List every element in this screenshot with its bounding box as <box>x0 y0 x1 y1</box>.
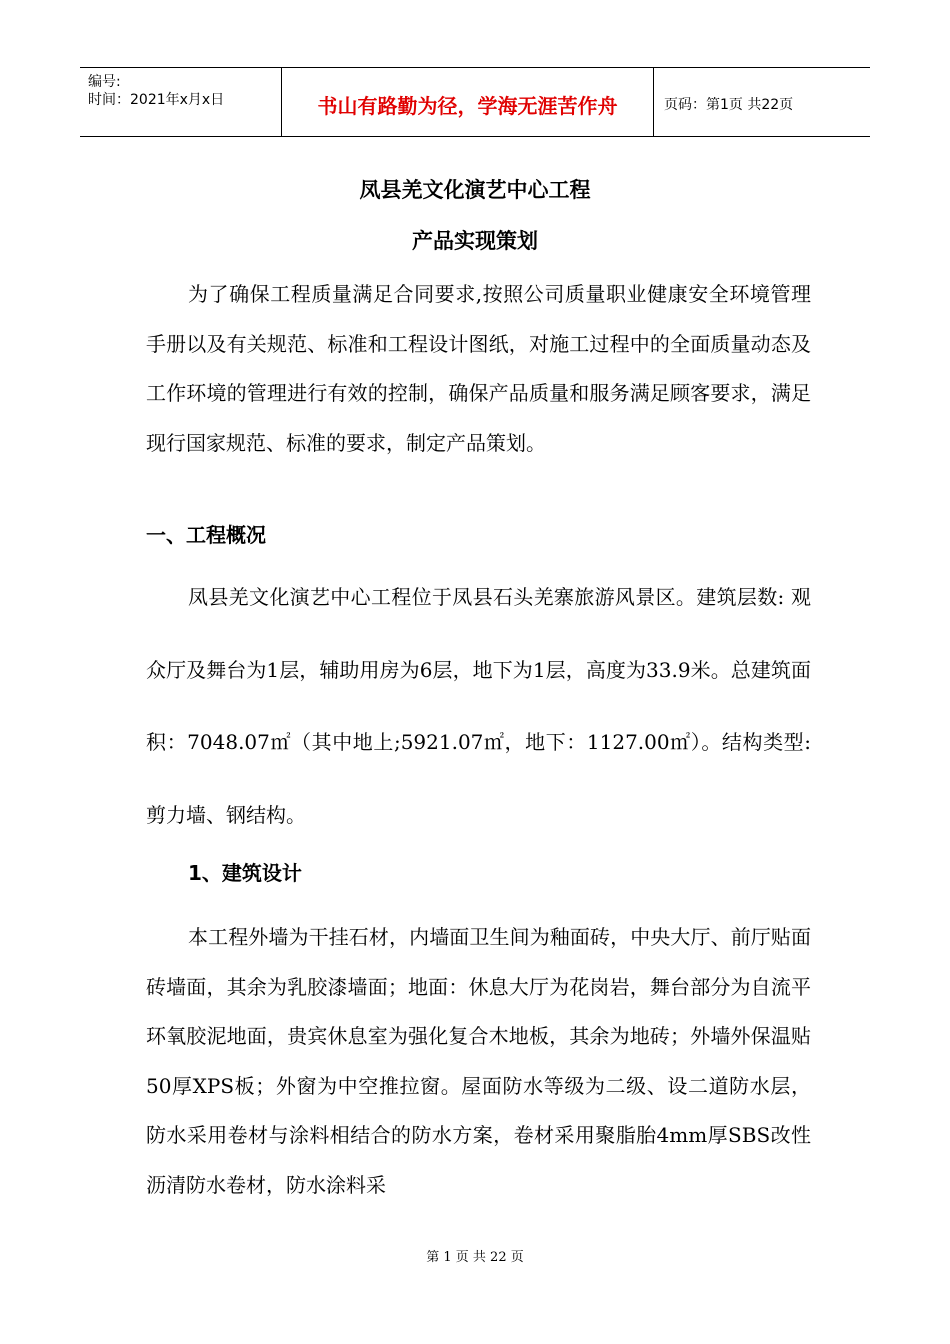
architecture-paragraph <box>146 913 811 1210</box>
architecture-text: 本工程外墙为干挂石材，内墙面卫生间为釉面砖，中央大厅、前厅贴面砖墙面，其余为乳胶漆墙面；地面：休息大厅为花岗岩，舞台部分为自流平环氧胶泥地面，贵宾休息室为强化复合木地板，其余为地砖；外墙外保温贴50厚XPS板；外窗为中空推拉窗。屋面防水等级为二级、设二道防水层，防水采用卷材与涂料相结合的防水方案，卷材采用聚脂胎4mm厚SBS改性沥清防水卷材，防水涂料采 <box>146 925 811 1197</box>
page-footer: 第 1 页 共 22 页 <box>426 1250 524 1265</box>
time-label: 时间：2021年x月x日 <box>88 92 225 108</box>
overview-paragraph <box>146 561 811 851</box>
intro-text: 为了确保工程质量满足合同要求,按照公司质量职业健康安全环境管理手册以及有关规范、标准和工程设计图纸，对施工过程中的全面质量动态及工作环境的管理进行有效的控制，确保产品质量和服务满足顾客要求，满足现行国家规范、标准的要求，制定产品策划。 <box>146 282 811 455</box>
header-motto-cell <box>281 68 654 136</box>
number-label: 编号: <box>88 74 121 90</box>
document-subtitle: 产品实现策划 <box>412 229 538 253</box>
header-page-cell <box>654 70 870 138</box>
overview-text: 凤县羌文化演艺中心工程位于凤县石头羌寨旅游风景区。建筑层数: 观众厅及舞台为1层，辅助用房为6层，地下为1层，高度为33.9米。总建筑面积：7048.07㎡（其中地上;5921.07㎡，地下：1127.00㎡）。结构类型:剪力墙、钢结构。 <box>146 585 811 827</box>
intro-paragraph <box>146 270 811 468</box>
header-table <box>80 67 870 137</box>
document-title: 凤县羌文化演艺中心工程 <box>359 178 591 202</box>
section-heading-overview: 一、工程概况 <box>146 523 266 547</box>
header-left-cell <box>80 68 281 136</box>
subsection-heading-architecture: 1、建筑设计 <box>188 861 302 885</box>
motto-text: 书山有路勤为径，学海无涯苦作舟 <box>317 93 618 118</box>
page-info: 页码：第1页 共22页 <box>664 97 794 113</box>
